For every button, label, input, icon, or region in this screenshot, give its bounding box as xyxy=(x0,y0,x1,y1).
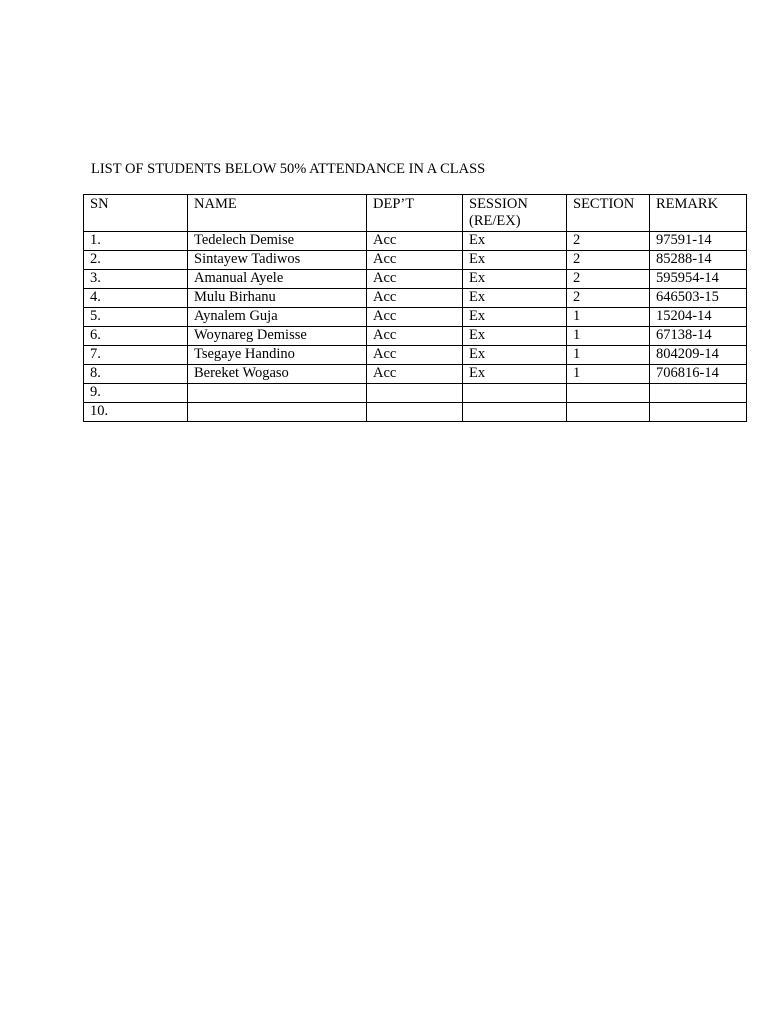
table-row xyxy=(84,251,747,270)
cell-section: 1 xyxy=(567,365,650,384)
table-row xyxy=(84,308,747,327)
cell-session: Ex xyxy=(463,251,567,270)
cell-name: Tedelech Demise xyxy=(188,232,367,251)
cell-session: Ex xyxy=(463,270,567,289)
cell-name xyxy=(188,384,367,403)
cell-dept: Acc xyxy=(367,270,463,289)
cell-session: Ex xyxy=(463,289,567,308)
header-session xyxy=(463,195,567,232)
header-session-line2: (RE/EX) xyxy=(469,213,521,229)
cell-name: Aynalem Guja xyxy=(188,308,367,327)
cell-sn: 2. xyxy=(84,251,188,270)
cell-section: 1 xyxy=(567,327,650,346)
cell-name: Mulu Birhanu xyxy=(188,289,367,308)
cell-section: 2 xyxy=(567,232,650,251)
cell-remark xyxy=(650,384,747,403)
cell-section: 2 xyxy=(567,251,650,270)
cell-sn: 9. xyxy=(84,384,188,403)
cell-dept: Acc xyxy=(367,346,463,365)
cell-remark: 804209-14 xyxy=(650,346,747,365)
cell-dept: Acc xyxy=(367,232,463,251)
cell-sn: 10. xyxy=(84,403,188,422)
cell-dept: Acc xyxy=(367,289,463,308)
cell-remark: 97591-14 xyxy=(650,232,747,251)
cell-dept xyxy=(367,403,463,422)
attendance-table xyxy=(83,194,747,422)
header-dept: DEP’T xyxy=(367,195,463,232)
header-name: NAME xyxy=(188,195,367,232)
cell-session: Ex xyxy=(463,327,567,346)
table-row xyxy=(84,346,747,365)
cell-section: 2 xyxy=(567,289,650,308)
cell-remark: 85288-14 xyxy=(650,251,747,270)
cell-remark: 15204-14 xyxy=(650,308,747,327)
cell-dept: Acc xyxy=(367,365,463,384)
table-row xyxy=(84,327,747,346)
header-section: SECTION xyxy=(567,195,650,232)
cell-remark: 67138-14 xyxy=(650,327,747,346)
cell-dept: Acc xyxy=(367,308,463,327)
cell-sn: 1. xyxy=(84,232,188,251)
cell-session xyxy=(463,403,567,422)
cell-section xyxy=(567,384,650,403)
cell-dept: Acc xyxy=(367,327,463,346)
table-row xyxy=(84,232,747,251)
table-row xyxy=(84,403,747,422)
cell-section: 1 xyxy=(567,308,650,327)
cell-sn: 5. xyxy=(84,308,188,327)
table-row xyxy=(84,384,747,403)
cell-session: Ex xyxy=(463,346,567,365)
table-row xyxy=(84,365,747,384)
cell-name: Woynareg Demisse xyxy=(188,327,367,346)
cell-name: Amanual Ayele xyxy=(188,270,367,289)
cell-session xyxy=(463,384,567,403)
cell-name: Sintayew Tadiwos xyxy=(188,251,367,270)
header-sn: SN xyxy=(84,195,188,232)
cell-section xyxy=(567,403,650,422)
cell-sn: 4. xyxy=(84,289,188,308)
table-row xyxy=(84,270,747,289)
table-row xyxy=(84,289,747,308)
cell-sn: 8. xyxy=(84,365,188,384)
cell-name xyxy=(188,403,367,422)
cell-dept xyxy=(367,384,463,403)
cell-remark: 646503-15 xyxy=(650,289,747,308)
cell-dept: Acc xyxy=(367,251,463,270)
header-session-line1: SESSION xyxy=(469,196,528,212)
cell-name: Bereket Wogaso xyxy=(188,365,367,384)
cell-section: 2 xyxy=(567,270,650,289)
cell-sn: 6. xyxy=(84,327,188,346)
cell-remark xyxy=(650,403,747,422)
cell-remark: 595954-14 xyxy=(650,270,747,289)
cell-session: Ex xyxy=(463,365,567,384)
table-header-row xyxy=(84,195,747,232)
header-remark: REMARK xyxy=(650,195,747,232)
cell-sn: 7. xyxy=(84,346,188,365)
document-title: LIST OF STUDENTS BELOW 50% ATTENDANCE IN A CLASS xyxy=(91,161,486,177)
cell-remark: 706816-14 xyxy=(650,365,747,384)
cell-name: Tsegaye Handino xyxy=(188,346,367,365)
cell-session: Ex xyxy=(463,232,567,251)
cell-session: Ex xyxy=(463,308,567,327)
cell-sn: 3. xyxy=(84,270,188,289)
cell-section: 1 xyxy=(567,346,650,365)
